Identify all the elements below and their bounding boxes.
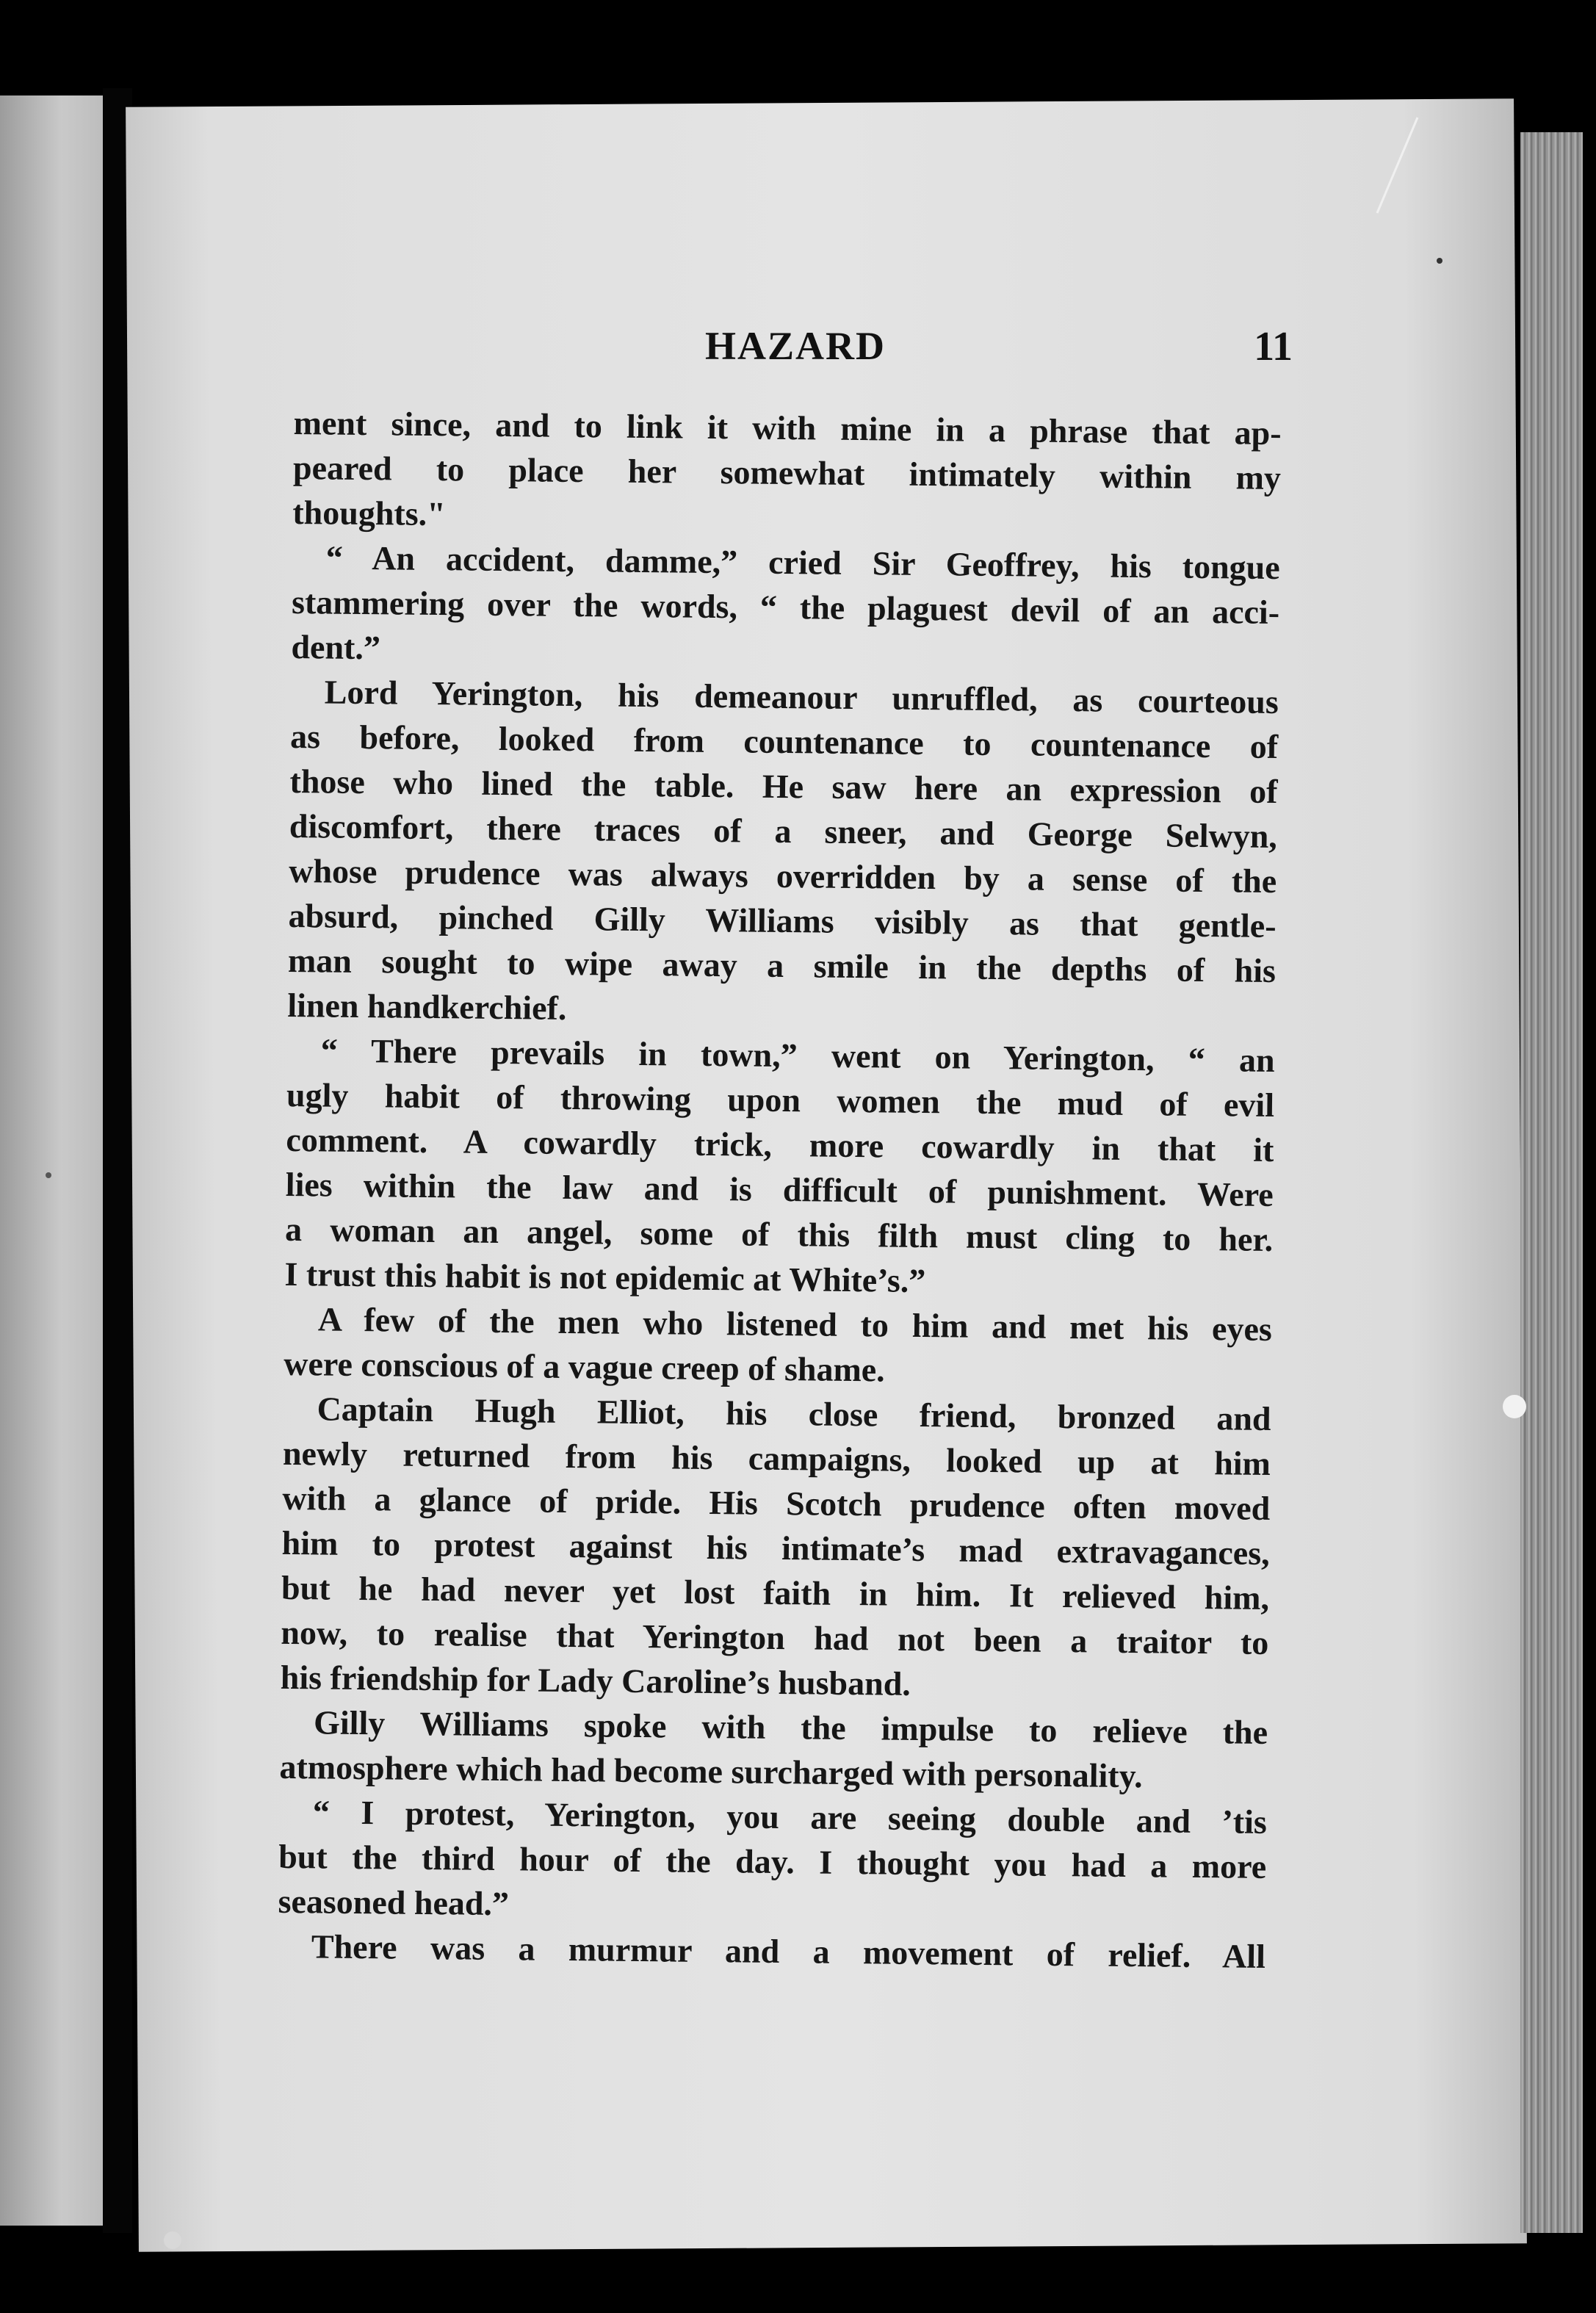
- text-line: but he had never yet lost faith in him. It relieved him,: [281, 1568, 1270, 1617]
- text-line: linen handkerchief.: [287, 986, 567, 1027]
- text-line: comment. A cowardly trick, more cowardly in that it: [286, 1120, 1274, 1169]
- text-line: stammering over the words, “ the plaguest devil of an acci-: [291, 582, 1280, 632]
- text-line: seasoned head.”: [278, 1882, 510, 1923]
- text-line: were conscious of a vague creep of shame.: [283, 1344, 885, 1389]
- text-line: I trust this habit is not epidemic at White’s.”: [284, 1255, 926, 1300]
- text-line: Lord Yerington, his demeanour unruffled, as courteous: [324, 673, 1279, 721]
- text-line: lies within the law and is difficult of punishment. Were: [285, 1165, 1274, 1214]
- text-line: thoughts.": [292, 493, 446, 533]
- text-line: Gilly Williams spoke with the impulse to relieve the: [313, 1703, 1268, 1751]
- text-line: ment since, and to link it with mine in a phrase that ap-: [293, 403, 1282, 452]
- text-line: as before, looked from countenance to countenance of: [289, 717, 1279, 766]
- text-line: man sought to wipe away a smile in the depths of his: [287, 941, 1277, 990]
- text-line: newly returned from his campaigns, looked up at him: [282, 1434, 1271, 1483]
- text-line: a woman an angel, some of this filth must cling to her.: [284, 1210, 1274, 1259]
- text-line: those who lined the table. He saw here an expression of: [289, 762, 1278, 811]
- page-number: 11: [1254, 324, 1293, 369]
- text-line: discomfort, there traces of a sneer, and George Selwyn,: [289, 807, 1278, 856]
- text-line: peared to place her somewhat intimately within my: [292, 448, 1282, 497]
- text-line: “ An accident, damme,” cried Sir Geoffrey, his tongue: [325, 538, 1280, 587]
- running-title: HAZARD: [705, 324, 887, 368]
- text-line: with a glance of pride. His Scotch prudence often moved: [282, 1479, 1271, 1528]
- text-line: dent.”: [291, 627, 381, 667]
- text-line: absurd, pinched Gilly Williams visibly as that gentle-: [288, 896, 1277, 945]
- text-line: atmosphere which had become surcharged with personality.: [279, 1747, 1143, 1795]
- text-line: “ There prevails in town,” went on Yerington, “ an: [320, 1031, 1275, 1080]
- text-line: now, to realise that Yerington had not been a traitor to: [281, 1613, 1269, 1661]
- page-stack-edge: [1520, 132, 1583, 2233]
- text-line: Captain Hugh Elliot, his close friend, bronzed and: [317, 1390, 1271, 1438]
- body-text: [278, 400, 1282, 1979]
- text-line: There was a murmur and a movement of relief. All: [311, 1927, 1266, 1975]
- text-line: his friendship for Lady Caroline’s husband.: [280, 1658, 911, 1703]
- text-line: A few of the men who listened to him and met his eyes: [317, 1300, 1273, 1349]
- page-header: [308, 323, 1293, 382]
- text-line: “ I protest, Yerington, you are seeing double and ’tis: [312, 1793, 1268, 1841]
- text-line: ugly habit of throwing upon women the mud of evil: [286, 1075, 1275, 1125]
- text-line: whose prudence was always overridden by a sense of the: [289, 851, 1277, 901]
- text-line: but the third hour of the day. I thought you had a more: [278, 1837, 1267, 1886]
- previous-page-strip: [0, 95, 103, 2226]
- text-line: him to protest against his intimate’s mad extravagances,: [281, 1523, 1270, 1572]
